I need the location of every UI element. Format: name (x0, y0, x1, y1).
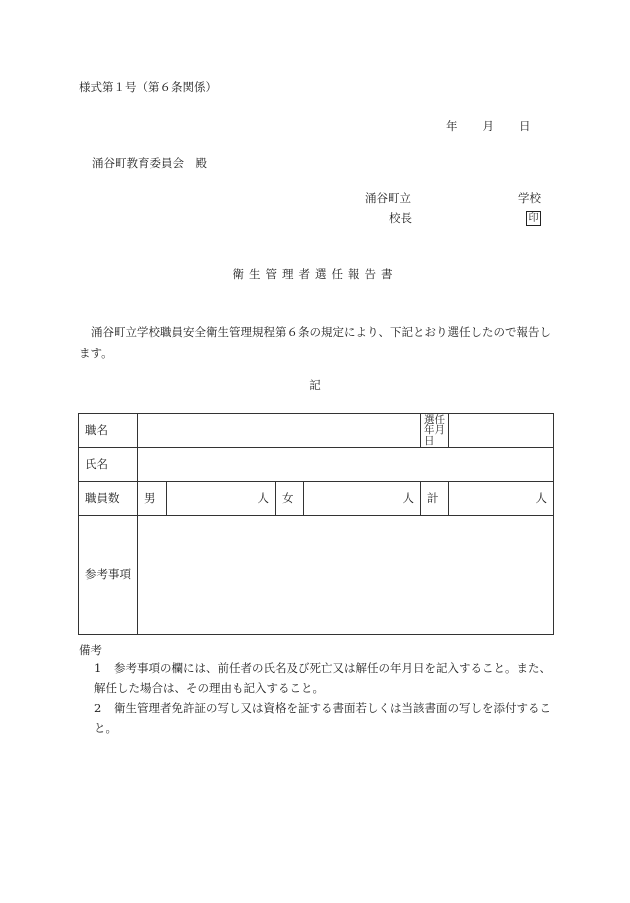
note-text: 衛生管理者免許証の写し又は資格を証する書面若しくは当該書面の写しを添付すること。 (94, 701, 551, 735)
name-field[interactable] (138, 448, 554, 482)
notes-heading: 備考 (79, 643, 102, 657)
female-count-field[interactable] (304, 482, 421, 516)
staff-count-label-cell (79, 482, 138, 516)
total-label: 計 (421, 482, 449, 516)
female-label: 女 (276, 482, 304, 516)
name-label-cell (79, 448, 138, 482)
note-item (94, 698, 554, 738)
school-line (365, 193, 541, 205)
total-count-field[interactable] (449, 482, 554, 516)
name-label: 氏名 (85, 456, 108, 471)
note-item (94, 658, 554, 698)
male-label: 男 (138, 482, 167, 516)
note-number: 2 (94, 701, 102, 715)
date-month: 月 (482, 119, 494, 133)
table-row (79, 482, 554, 516)
body-text: 涌谷町立学校職員安全衛生管理規程第６条の規定により、下記とおり選任したので報告します。 (79, 325, 551, 360)
position-label: 職名 (85, 422, 108, 437)
person-unit: 人 (402, 490, 414, 505)
table-row (79, 414, 554, 448)
remarks-label: 参考事項 (85, 567, 131, 582)
male-count-field[interactable] (167, 482, 276, 516)
form-number: 様式第１号（第６条関係） (79, 80, 217, 94)
appointment-date-field[interactable] (449, 414, 554, 448)
table-row (79, 448, 554, 482)
school-suffix: 学校 (518, 191, 541, 205)
date-line (446, 121, 531, 133)
town-prefix: 涌谷町立 (365, 191, 411, 205)
date-day: 日 (519, 119, 531, 133)
remarks-label-cell (79, 516, 138, 635)
addressee: 涌谷町教育委員会 殿 (92, 156, 207, 170)
date-year: 年 (446, 119, 458, 133)
table-row (79, 516, 554, 635)
person-unit: 人 (535, 490, 547, 505)
note-number: 1 (94, 661, 102, 675)
position-field[interactable] (138, 414, 421, 448)
person-unit: 人 (257, 490, 269, 505)
remarks-field[interactable] (138, 516, 554, 635)
note-text: 参考事項の欄には、前任者の氏名及び死亡又は解任の年月日を記入すること。また、解任した場合は、その理由も記入すること。 (94, 661, 551, 695)
document-title: 衛生管理者選任報告書 (232, 267, 398, 281)
principal-label: 校長 (389, 211, 412, 225)
report-table (78, 413, 554, 635)
seal-box: 印 (526, 211, 541, 226)
position-label-cell (79, 414, 138, 448)
appointment-date-label: 選任年月日 (421, 414, 449, 448)
ki-heading: 記 (309, 378, 321, 392)
staff-count-label: 職員数 (85, 490, 120, 505)
